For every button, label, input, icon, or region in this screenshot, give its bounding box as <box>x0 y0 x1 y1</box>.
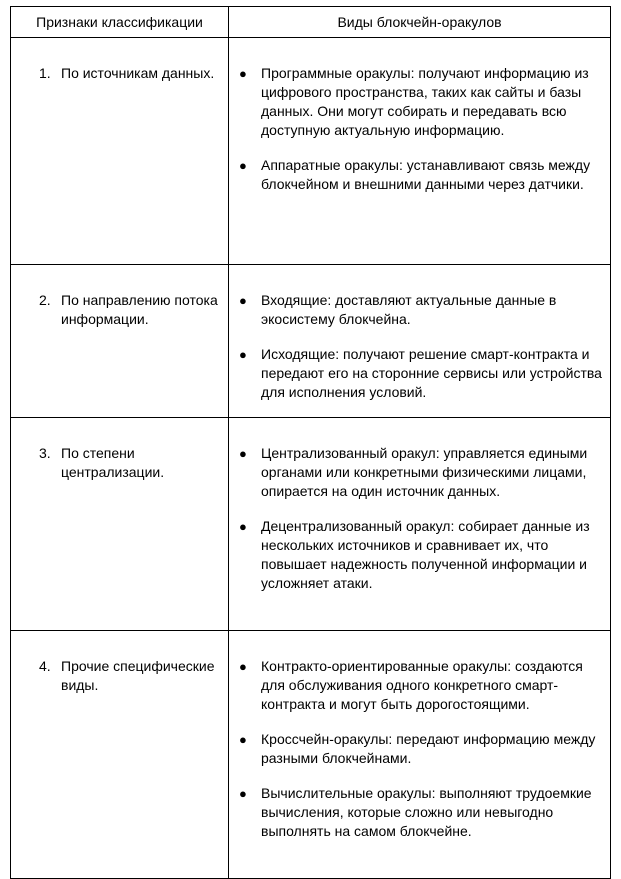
bullet-icon: ● <box>239 732 247 747</box>
bullet-icon: ● <box>239 347 247 362</box>
bullet-icon: ● <box>239 158 247 173</box>
list-item <box>239 64 604 140</box>
criterion-item <box>39 291 218 329</box>
type-description: Программные оракулы: получают информацию из цифрового пространства, таких как сайты и базы данных. Они могут собирать и передавать всю доступную актуальную информацию. <box>261 65 589 138</box>
bullet-icon: ● <box>239 519 247 534</box>
types-cell <box>229 265 611 418</box>
criterion-number: 1. <box>39 65 51 81</box>
table-row <box>11 38 611 265</box>
list-item <box>239 444 604 501</box>
type-description: Децентрализованный оракул: собирает данные из нескольких источников и сравнивает их, что повышает надежность полученной информации и усложняет атаки. <box>261 518 590 591</box>
list-item <box>239 784 604 841</box>
types-list <box>239 64 604 194</box>
criterion-number: 4. <box>39 658 51 674</box>
criterion-number: 2. <box>39 292 51 308</box>
type-description: Исходящие: получают решение смарт-контракта и передают его на сторонние сервисы или устройства для исполнения условий. <box>261 346 602 400</box>
list-item <box>239 730 604 768</box>
criterion-item <box>39 64 218 83</box>
criterion-text: Прочие специфические виды. <box>61 658 215 693</box>
list-item <box>239 345 604 402</box>
list-item <box>239 291 604 329</box>
types-cell <box>229 631 611 879</box>
types-list <box>239 444 604 593</box>
criterion-text: По источникам данных. <box>61 65 215 81</box>
types-list <box>239 291 604 402</box>
type-description: Контракто-ориентированные оракулы: создаются для обслуживания одного конкретного смарт-контракта и могут быть дорогостоящими. <box>261 658 583 712</box>
header-oracle-types: Виды блокчейн-оракулов <box>229 7 611 38</box>
bullet-icon: ● <box>239 293 247 308</box>
bullet-icon: ● <box>239 66 247 81</box>
list-item <box>239 657 604 714</box>
types-list <box>239 657 604 841</box>
header-criteria: Признаки классификации <box>11 7 229 38</box>
table-row <box>11 418 611 631</box>
criterion-cell <box>11 631 229 879</box>
table-row <box>11 265 611 418</box>
criterion-cell <box>11 265 229 418</box>
type-description: Кроссчейн-оракулы: передают информацию между разными блокчейнами. <box>261 731 596 766</box>
criterion-cell <box>11 38 229 265</box>
list-item <box>239 517 604 593</box>
classification-table <box>10 6 611 879</box>
types-cell <box>229 418 611 631</box>
types-cell <box>229 38 611 265</box>
criterion-number: 3. <box>39 445 51 461</box>
type-description: Входящие: доставляют актуальные данные в экосистему блокчейна. <box>261 292 557 327</box>
type-description: Аппаратные оракулы: устанавливают связь между блокчейном и внешними данными через датчики. <box>261 157 591 192</box>
criterion-text: По направлению потока информации. <box>61 292 218 327</box>
table-row <box>11 631 611 879</box>
type-description: Вычислительные оракулы: выполняют трудоемкие вычисления, которые сложно или невыгодно выполнять на самом блокчейне. <box>261 785 592 839</box>
header-row <box>11 7 611 38</box>
criterion-item <box>39 657 218 695</box>
type-description: Централизованный оракул: управляется едиными органами или конкретными физическими лицами, опирается на один источник данных. <box>261 445 588 499</box>
bullet-icon: ● <box>239 659 247 674</box>
criterion-text: По степени централизации. <box>61 445 165 480</box>
criterion-cell <box>11 418 229 631</box>
bullet-icon: ● <box>239 786 247 801</box>
list-item <box>239 156 604 194</box>
bullet-icon: ● <box>239 446 247 461</box>
criterion-item <box>39 444 218 482</box>
